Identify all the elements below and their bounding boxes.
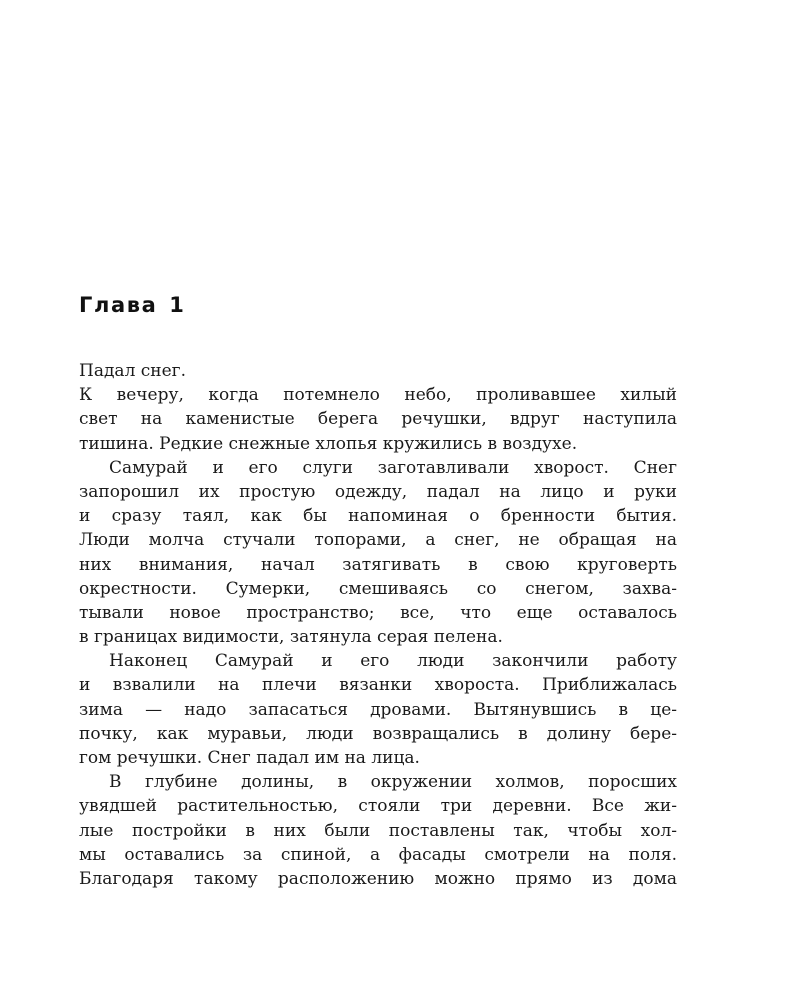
- text-line: тывали новое пространство; все, что еще оставалось: [79, 602, 677, 623]
- text-line: гом речушки. Снег падал им на лица.: [79, 748, 420, 768]
- body-text: [79, 359, 677, 891]
- text-line: увядшей растительностью, стояли три деревни. Все жи-: [79, 796, 677, 817]
- text-line: запорошил их простую одежду, падал на лицо и руки: [79, 481, 677, 502]
- text-line: и сразу таял, как бы напоминая о бренности бытия.: [79, 506, 677, 527]
- text-line: них внимания, начал затягивать в свою круговерть: [79, 554, 677, 575]
- text-line: Падал снег.: [79, 361, 186, 381]
- text-line: и взвалили на плечи вязанки хвороста. Приближалась: [79, 675, 677, 696]
- text-line: Самурай и его слуги заготавливали хворост. Снег: [109, 457, 677, 478]
- text-line: Благодаря такому расположению можно прямо из дома: [79, 868, 677, 889]
- text-line: К вечеру, когда потемнело небо, проливавшее хилый: [79, 385, 677, 406]
- text-line: мы оставались за спиной, а фасады смотрели на поля.: [79, 844, 677, 865]
- text-line: тишина. Редкие снежные хлопья кружились в воздухе.: [79, 433, 578, 454]
- text-line: Наконец Самурай и его люди закончили работу: [109, 651, 677, 672]
- chapter-title: Глава 1: [79, 293, 186, 317]
- text-line: В глубине долины, в окружении холмов, поросших: [109, 772, 677, 793]
- text-line: Люди молча стучали топорами, а снег, не обращая на: [79, 530, 677, 551]
- text-line: свет на каменистые берега речушки, вдруг наступила: [79, 409, 677, 430]
- text-line: в границах видимости, затянула серая пелена.: [79, 627, 503, 648]
- text-line: окрестности. Сумерки, смешиваясь со снегом, захва-: [79, 578, 677, 599]
- text-line: лые постройки в них были поставлены так, чтобы хол-: [79, 820, 677, 841]
- text-line: зима — надо запасаться дровами. Вытянувшись в це-: [79, 699, 677, 720]
- text-line: почку, как муравьи, люди возвращались в долину бере-: [79, 723, 677, 744]
